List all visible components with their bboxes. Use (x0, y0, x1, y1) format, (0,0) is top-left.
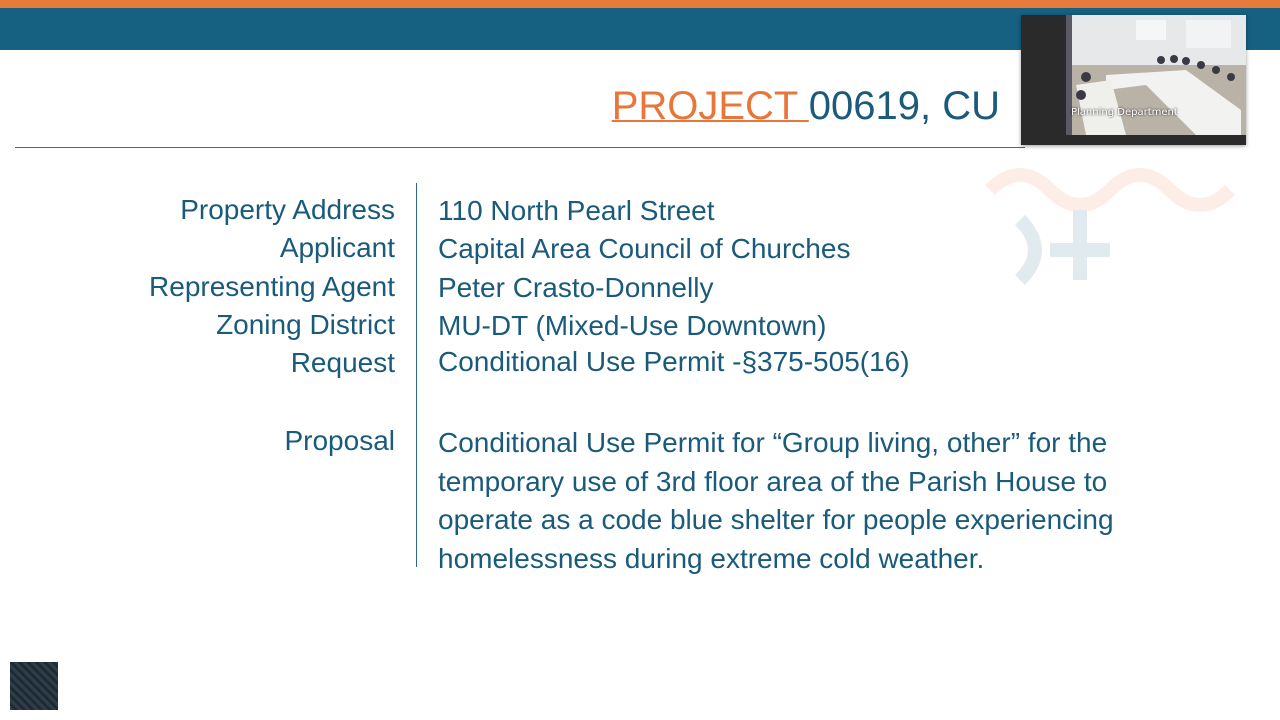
proposal-line: homelessness during extreme cold weather. (438, 542, 985, 574)
label-applicant: Applicant (279, 232, 395, 263)
label-proposal: Proposal (284, 425, 395, 456)
label-property-address: Property Address (180, 194, 395, 225)
value-request: Conditional Use Permit -§375-505(16) (438, 346, 910, 377)
logo-watermark (960, 150, 1260, 320)
value-applicant: Capital Area Council of Churches (438, 233, 851, 264)
label-representing-agent: Representing Agent (149, 271, 395, 302)
participant-video-tile[interactable] (1021, 15, 1246, 145)
participant-name: Planning Department (1071, 107, 1178, 118)
column-divider (416, 183, 417, 567)
title-divider (15, 147, 1025, 148)
proposal-line: operate as a code blue shelter for people experiencing (438, 504, 1114, 535)
value-representing-agent: Peter Crasto-Donnelly (438, 272, 714, 303)
proposal-line: temporary use of 3rd floor area of the Parish House to (438, 465, 1108, 497)
project-number: 00619, CU (808, 84, 1000, 128)
page-title (612, 84, 1000, 128)
project-label: PROJECT (611, 84, 809, 128)
label-zoning-district: Zoning District (216, 309, 395, 340)
header-accent-bar (0, 0, 1280, 8)
value-property-address: 110 North Pearl Street (438, 195, 715, 226)
label-request: Request (290, 347, 395, 378)
proposal-line: Conditional Use Permit for “Group living, other” for the (438, 427, 1108, 458)
proposal-text (438, 424, 1228, 578)
slide-thumbnail-icon[interactable] (10, 662, 58, 710)
value-zoning-district: MU-DT (Mixed-Use Downtown) (438, 310, 827, 341)
